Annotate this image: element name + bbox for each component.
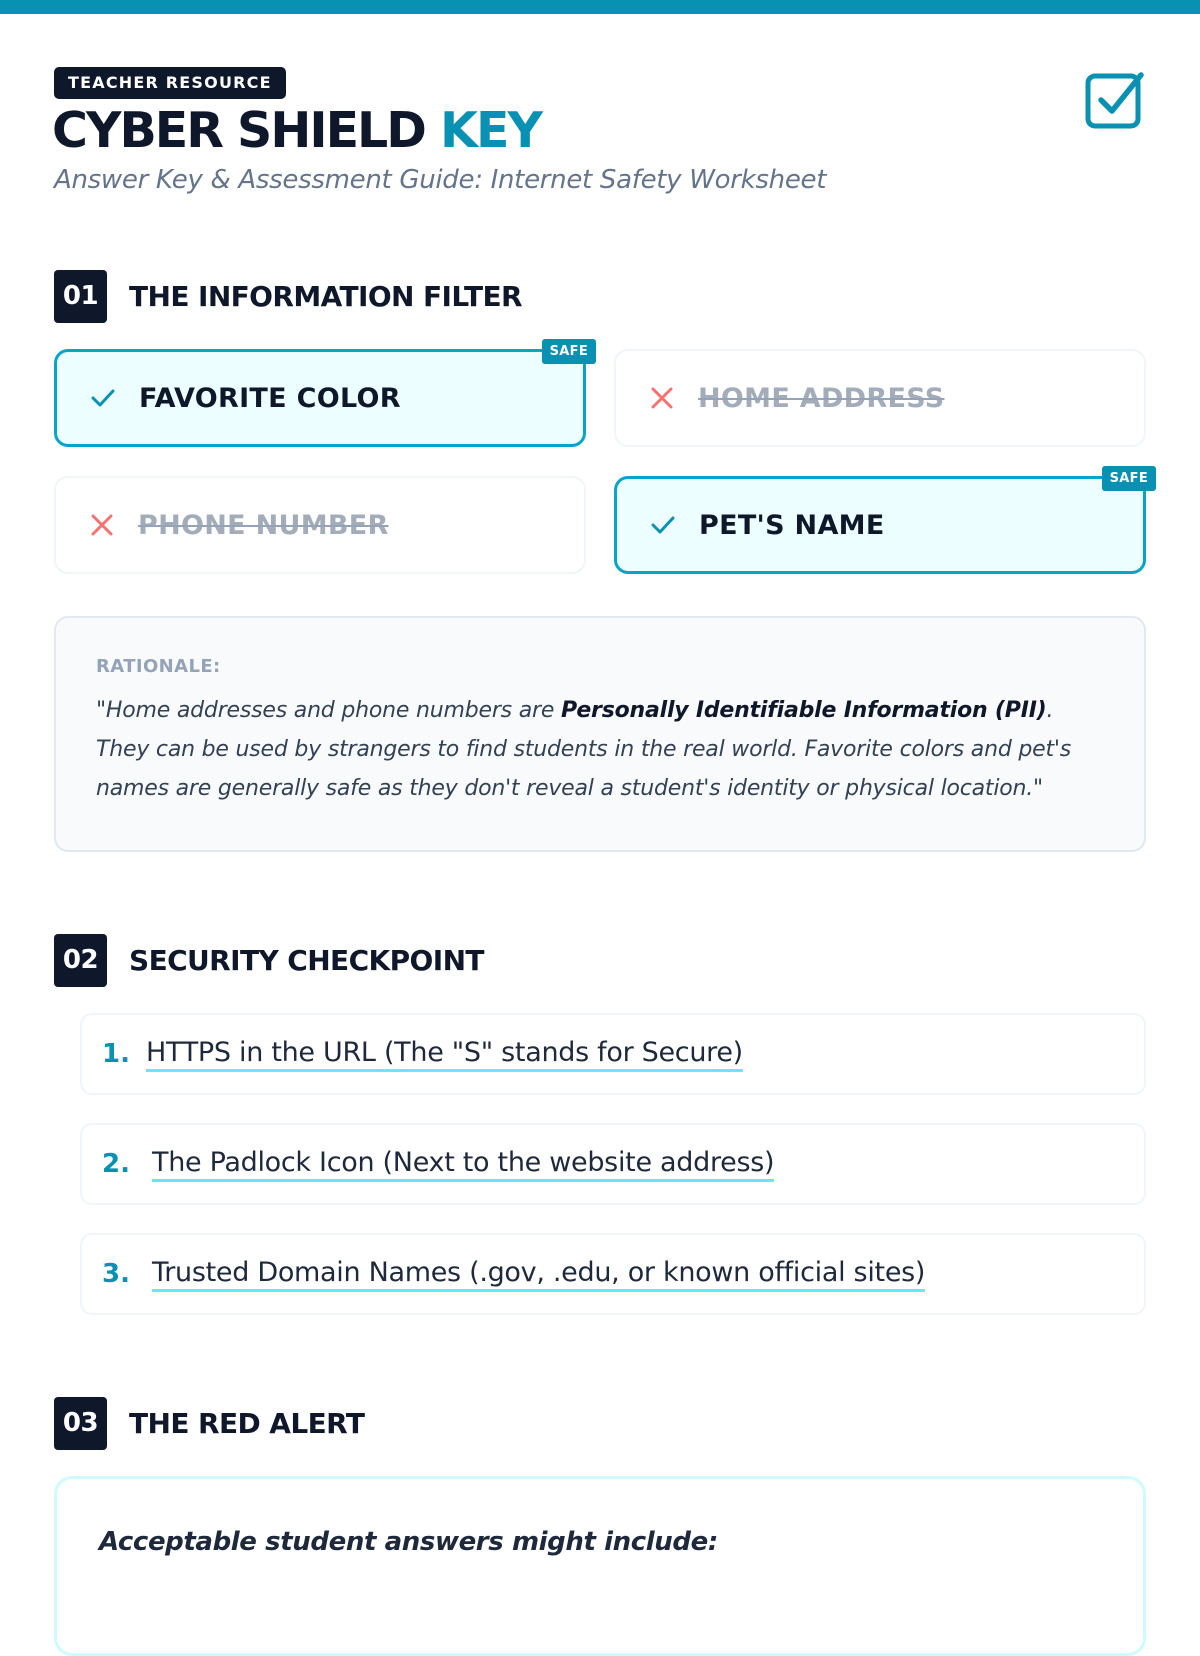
page-title bbox=[52, 102, 541, 160]
title-main: CYBER SHIELD bbox=[52, 102, 441, 159]
red-alert-intro: Acceptable student answers might include: bbox=[99, 1527, 718, 1557]
section-header-security-checkpoint bbox=[54, 933, 484, 987]
info-card-label: FAVORITE COLOR bbox=[139, 382, 401, 414]
teacher-resource-badge: TEACHER RESOURCE bbox=[54, 67, 286, 99]
title-accent: KEY bbox=[440, 102, 541, 159]
info-card-favorite-color[interactable] bbox=[54, 344, 588, 447]
top-accent-bar bbox=[0, 0, 1200, 14]
checkbox-checked-icon bbox=[1084, 70, 1146, 132]
checkpoint-item bbox=[80, 1233, 1146, 1315]
rationale-pii-term: Personally Identifiable Information (PII) bbox=[560, 698, 1047, 723]
checkpoint-number: 2. bbox=[102, 1149, 130, 1179]
checkpoint-item bbox=[80, 1123, 1146, 1205]
rationale-text bbox=[96, 691, 1106, 808]
section-title: THE RED ALERT bbox=[129, 1406, 365, 1440]
info-card-home-address[interactable] bbox=[614, 349, 1146, 447]
rationale-label: RATIONALE: bbox=[96, 656, 221, 677]
check-icon bbox=[647, 509, 679, 541]
info-card-label: PHONE NUMBER bbox=[138, 509, 389, 541]
red-alert-box bbox=[54, 1476, 1146, 1656]
x-icon bbox=[646, 382, 678, 414]
section-title: THE INFORMATION FILTER bbox=[129, 279, 522, 313]
checkpoint-number: 3. bbox=[102, 1259, 130, 1289]
page-subtitle: Answer Key & Assessment Guide: Internet Safety Worksheet bbox=[54, 165, 827, 195]
safe-tag: SAFE bbox=[1102, 466, 1156, 491]
check-icon bbox=[87, 382, 119, 414]
section-number: 02 bbox=[54, 934, 107, 987]
info-card-label: PET'S NAME bbox=[699, 509, 885, 541]
safe-tag: SAFE bbox=[542, 339, 596, 364]
section-header-red-alert bbox=[54, 1396, 364, 1450]
checkpoint-text: The Padlock Icon (Next to the website address) bbox=[152, 1147, 774, 1182]
section-title: SECURITY CHECKPOINT bbox=[129, 943, 484, 977]
rationale-box bbox=[54, 616, 1146, 852]
x-icon bbox=[86, 509, 118, 541]
checkpoint-item bbox=[80, 1013, 1146, 1095]
section-number: 03 bbox=[54, 1397, 107, 1450]
section-header-information-filter bbox=[54, 269, 522, 323]
section-number: 01 bbox=[54, 270, 107, 323]
checkpoint-text: Trusted Domain Names (.gov, .edu, or known official sites) bbox=[152, 1257, 925, 1292]
rationale-text-end: . They can be used by strangers to find students in the real world. Favorite colors and pet's names are generally safe as they don't reveal a student's identity or physical location." bbox=[96, 698, 1072, 801]
info-card-phone-number[interactable] bbox=[54, 476, 586, 574]
rationale-text-start: "Home addresses and phone numbers are bbox=[96, 698, 561, 723]
checkpoint-number: 1. bbox=[102, 1039, 130, 1069]
checkpoint-text: HTTPS in the URL (The "S" stands for Secure) bbox=[146, 1037, 743, 1072]
info-card-label: HOME ADDRESS bbox=[698, 382, 945, 414]
info-card-pets-name[interactable] bbox=[614, 471, 1148, 574]
